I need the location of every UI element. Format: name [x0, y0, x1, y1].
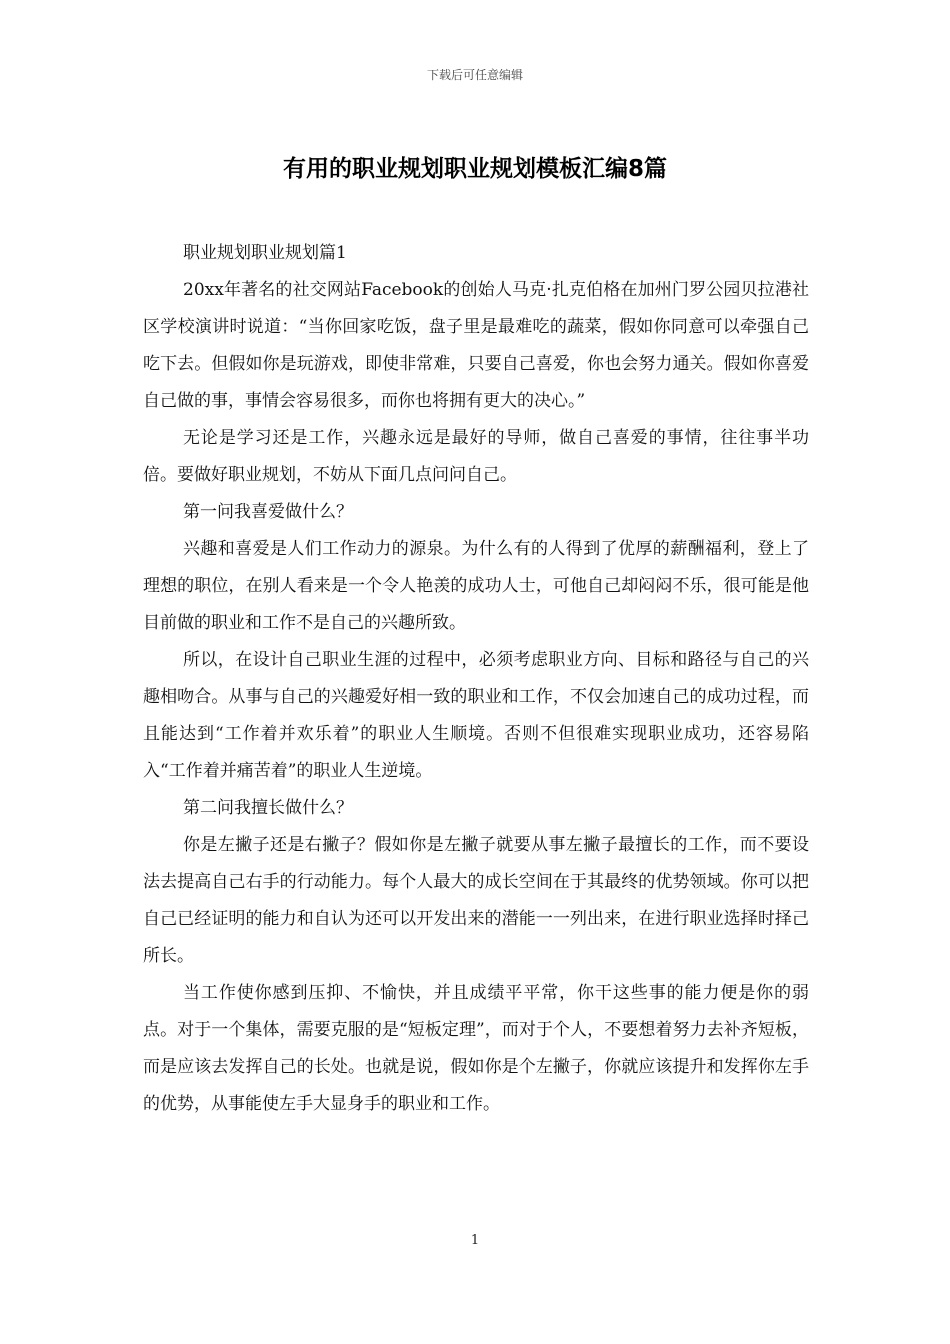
- question-heading: 第一问我喜爱做什么？: [183, 502, 353, 522]
- header-note: 下载后可任意编辑: [426, 68, 523, 82]
- document-title: 有用的职业规划职业规划模板汇编8篇: [282, 156, 667, 182]
- paragraph: 无论是学习还是工作，兴趣永远是最好的导师，做自己喜爱的事情，往往事半功倍。要做好职业规划，不妨从下面几点问问自己。: [143, 428, 809, 485]
- paragraph: 20xx年著名的社交网站Facebook的创始人马克·扎克伯格在加州门罗公园贝拉港社区学校演讲时说道：“当你回家吃饭，盘子里是最难吃的蔬菜，假如你同意可以牵强自己吃下去。但假如你是玩游戏，即使非常难，只要自己喜爱，你也会努力通关。假如你喜爱自己做的事，事情会容易很多，而你也将拥有更大的决心。”: [143, 280, 809, 411]
- paragraph: 你是左撇子还是右撇子？假如你是左撇子就要从事左撇子最擅长的工作，而不要设法去提高自己右手的行动能力。每个人最大的成长空间在于其最终的优势领域。你可以把自己已经证明的能力和自认为还可以开发出来的潜能一一列出来，在进行职业选择时择己所长。: [143, 835, 809, 966]
- paragraph: 当工作使你感到压抑、不愉快，并且成绩平平常，你干这些事的能力便是你的弱点。对于一个集体，需要克服的是“短板定理”，而对于个人，不要想着努力去补齐短板，而是应该去发挥自己的长处。也就是说，假如你是个左撇子，你就应该提升和发挥你左手的优势，从事能使左手大显身手的职业和工作。: [143, 983, 809, 1114]
- document-body: [143, 235, 809, 1123]
- paragraph: 兴趣和喜爱是人们工作动力的源泉。为什么有的人得到了优厚的薪酬福利，登上了理想的职位，在别人看来是一个令人艳羡的成功人士，可他自己却闷闷不乐，很可能是他目前做的职业和工作不是自己的兴趣所致。: [143, 539, 809, 633]
- page-number: 1: [470, 1233, 480, 1248]
- question-heading: 第二问我擅长做什么？: [183, 798, 353, 818]
- section-heading: 职业规划职业规划篇1: [183, 243, 347, 263]
- paragraph: 所以，在设计自己职业生涯的过程中，必须考虑职业方向、目标和路径与自己的兴趣相吻合。从事与自己的兴趣爱好相一致的职业和工作，不仅会加速自己的成功过程，而且能达到“工作着并欢乐着”的职业人生顺境。否则不但很难实现职业成功，还容易陷入“工作着并痛苦着”的职业人生逆境。: [143, 650, 809, 781]
